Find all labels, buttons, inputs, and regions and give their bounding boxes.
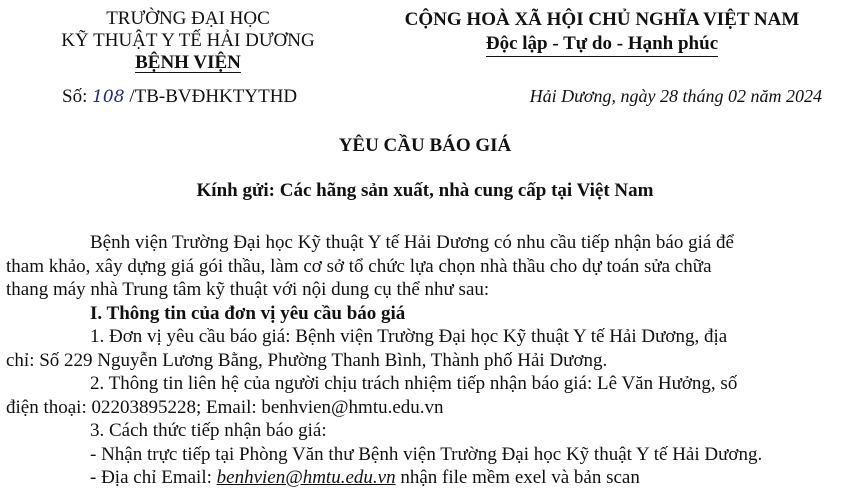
bullet-email-prefix: - Địa chỉ Email: — [90, 467, 217, 488]
item-1-line-1: 1. Đơn vị yêu cầu báo giá: Bệnh viện Trường Đại học Kỹ thuật Y tế Hải Dương, địa — [90, 326, 728, 347]
intro-line-3: thang máy nhà Trung tâm kỹ thuật với nội dung cụ thể như sau: — [6, 279, 490, 300]
issuer-block — [38, 8, 338, 74]
national-motto: Độc lập - Tự do - Hạnh phúc — [485, 33, 719, 54]
intro-line-1: Bệnh viện Trường Đại học Kỹ thuật Y tế Hải Dương có nhu cầu tiếp nhận báo giá để — [90, 232, 734, 253]
item-2-line-2: điện thoại: 02203895228; Email: benhvien@hmtu.edu.vn — [6, 396, 444, 418]
document-number — [62, 86, 297, 108]
bullet-direct-receipt: - Nhận trực tiếp tại Phòng Văn thư Bệnh viện Trường Đại học Kỹ thuật Y tế Hải Dương. — [90, 443, 763, 465]
item-1-line-2: chỉ: Số 229 Nguyễn Lương Bằng, Phường Thanh Bình, Thành phố Hải Dương. — [6, 349, 608, 371]
number-suffix: /TB-BVĐHKTYTHD — [129, 86, 298, 107]
place-date: Hải Dương, ngày 28 tháng 02 năm 2024 — [529, 86, 822, 106]
university-name: KỸ THUẬT Y TẾ HẢI DƯƠNG — [61, 30, 315, 51]
email-link[interactable]: benhvien@hmtu.edu.vn — [216, 467, 396, 488]
intro-line-2: tham khảo, xây dựng giá gói thầu, làm cơ sở tổ chức lựa chọn nhà thầu cho dự toán sửa chữa — [6, 255, 712, 277]
hospital-label: BỆNH VIỆN — [135, 52, 241, 73]
national-header — [372, 8, 832, 56]
document-title: YÊU CẦU BÁO GIÁ — [338, 135, 512, 156]
item-2-line-1: 2. Thông tin liên hệ của người chịu trách nhiệm tiếp nhận báo giá: Lê Văn Hưởng, số — [90, 373, 738, 394]
item-3: 3. Cách thức tiếp nhận báo giá: — [90, 420, 327, 441]
document-body — [6, 231, 820, 490]
handwritten-number: 108 — [92, 87, 125, 107]
number-prefix: Số: — [62, 86, 88, 107]
bullet-email-suffix: nhận file mềm exel và bản scan — [395, 467, 640, 488]
university-label: TRƯỜNG ĐẠI HỌC — [106, 8, 270, 29]
bullet-email — [90, 466, 820, 490]
recipient-line: Kính gửi: Các hãng sản xuất, nhà cung cấp tại Việt Nam — [196, 180, 654, 201]
country-name: CỘNG HOÀ XÃ HỘI CHỦ NGHĨA VIỆT NAM — [404, 9, 800, 30]
section-heading-1: I. Thông tin của đơn vị yêu cầu báo giá — [90, 302, 406, 324]
